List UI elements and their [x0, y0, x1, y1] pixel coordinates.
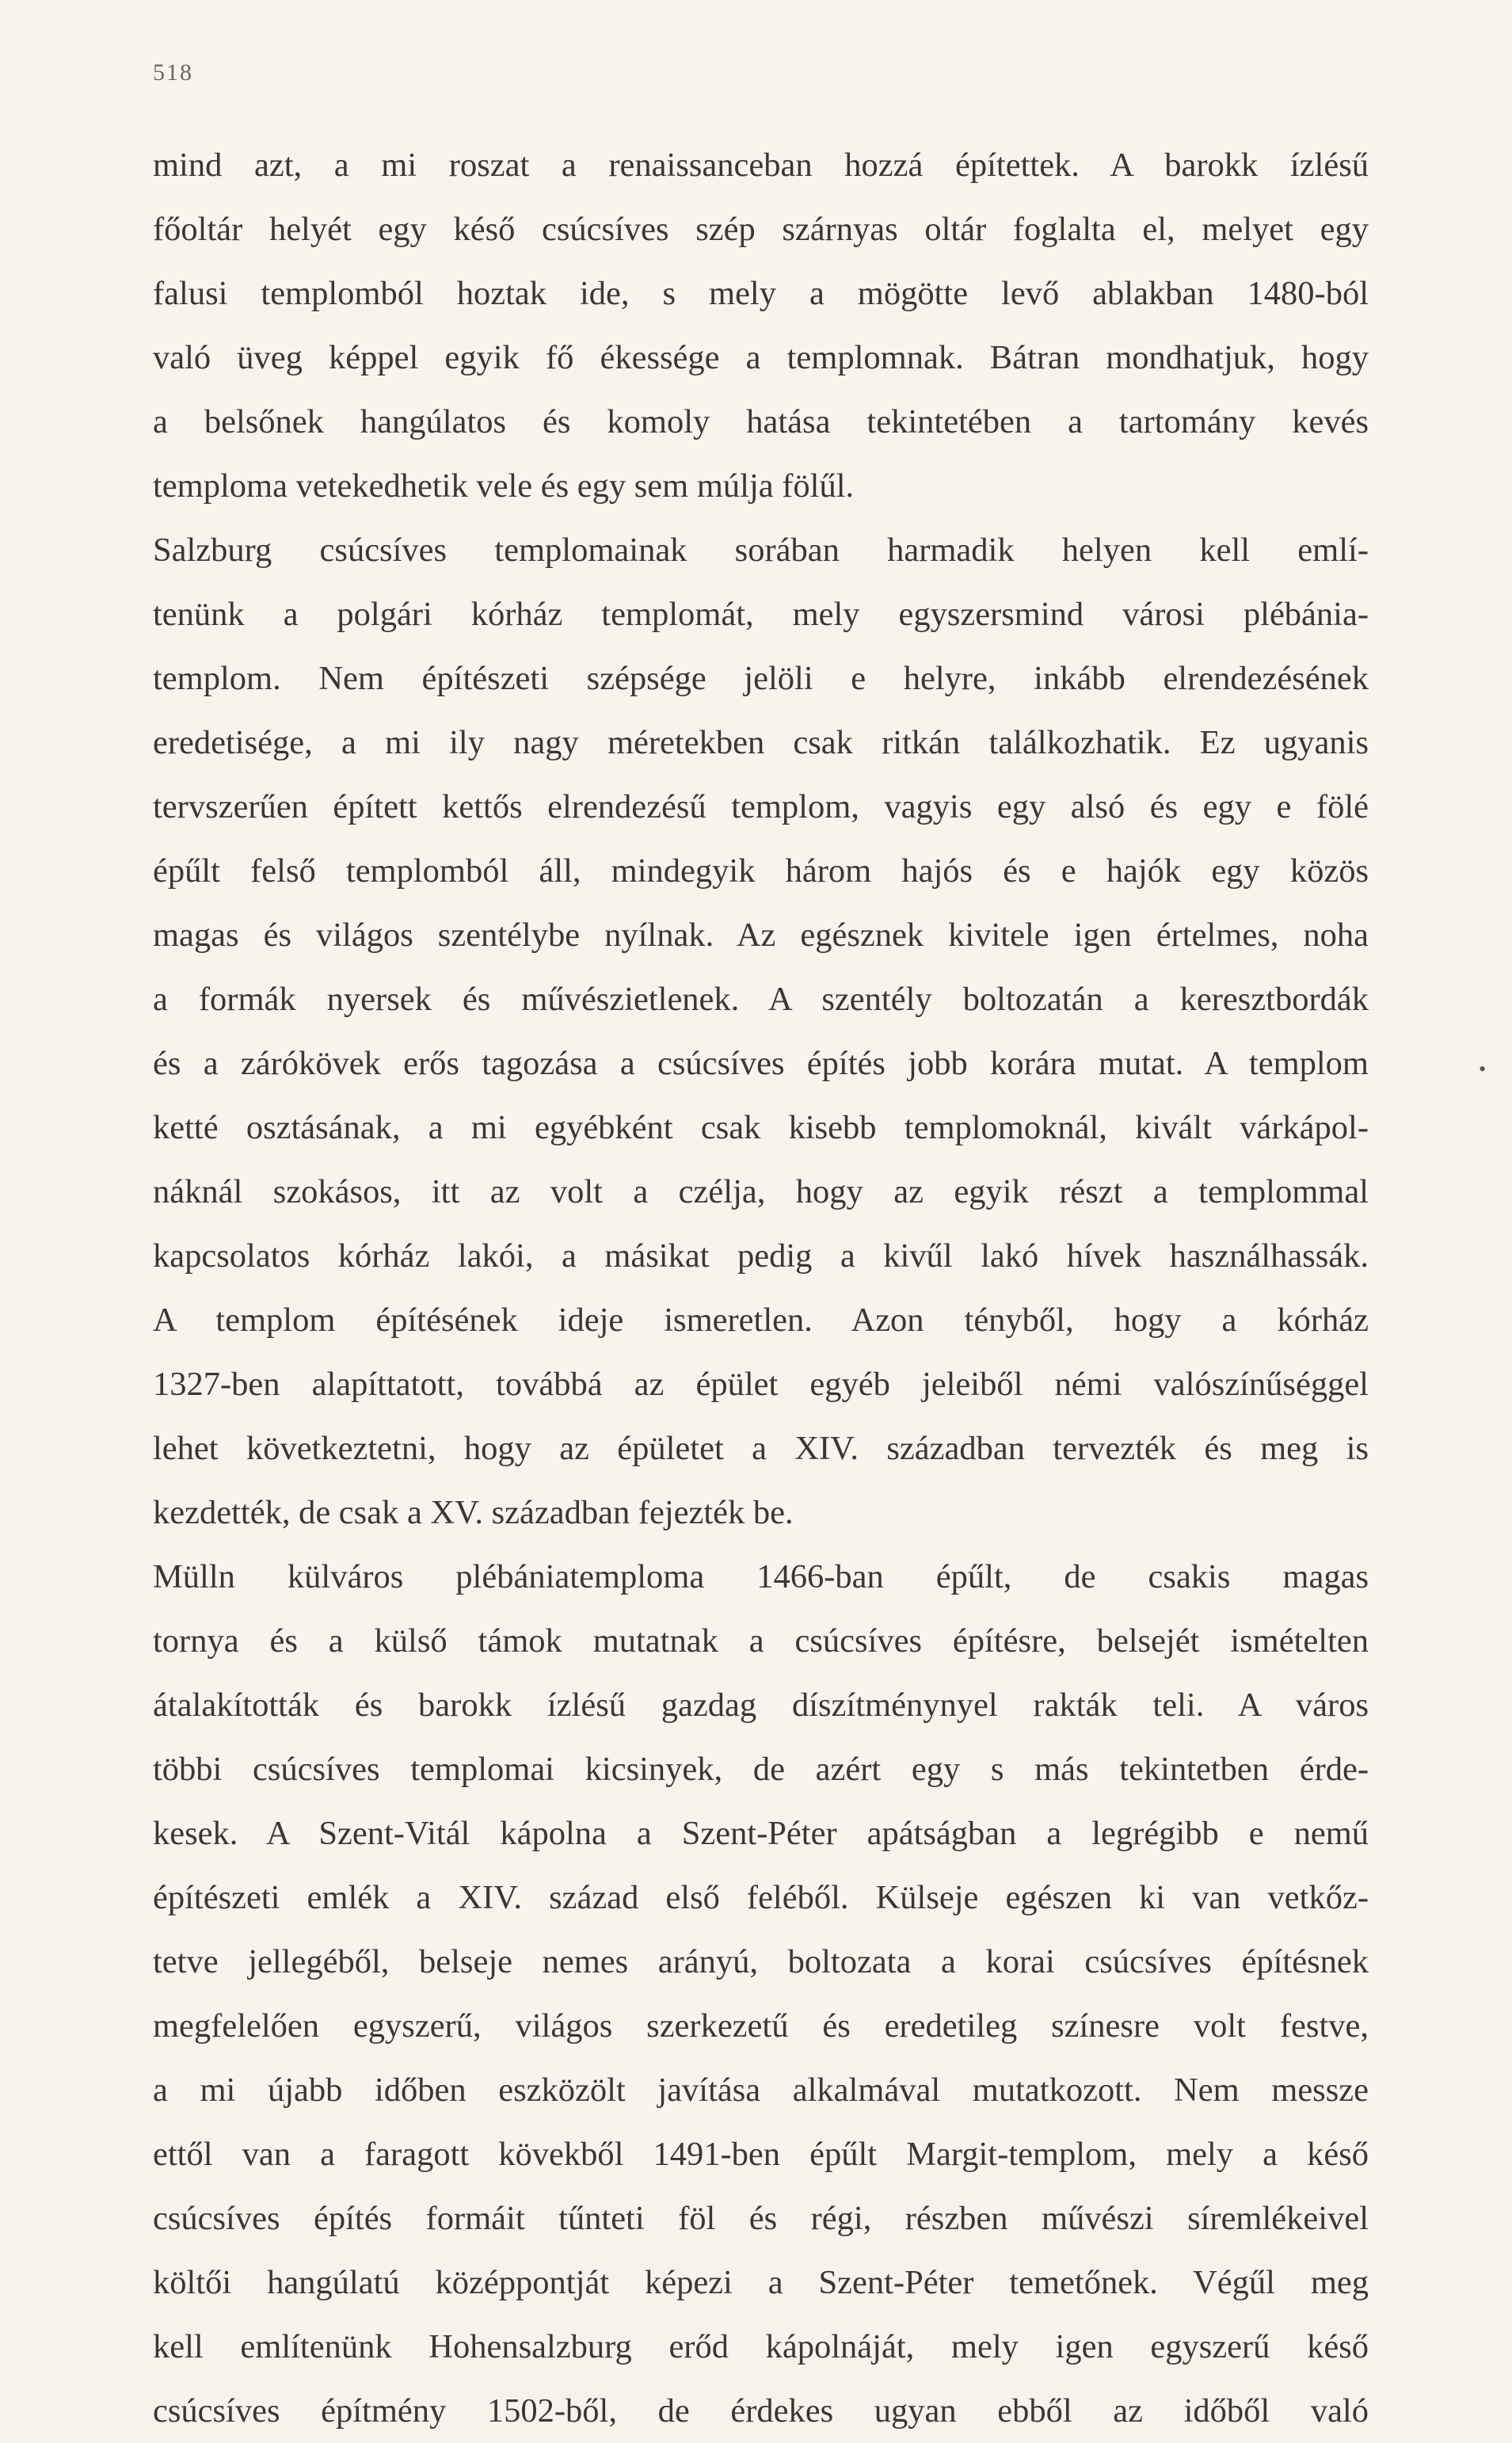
- text-line: kapcsolatos kórház lakói, a másikat pedig a kivűl lakó hívek használhassák.: [153, 1237, 1369, 1275]
- text-line: mind azt, a mi roszat a renaissanceban hozzá építettek. A barokk ízlésű: [153, 147, 1369, 184]
- text-line: átalakították és barokk ízlésű gazdag díszítménynyel rakták teli. A város: [153, 1686, 1369, 1724]
- text-line: magas és világos szentélybe nyílnak. Az egésznek kivitele igen értelmes, noha: [153, 917, 1369, 954]
- text-line: náknál szokásos, itt az volt a czélja, hogy az egyik részt a templommal: [153, 1173, 1369, 1210]
- text-line: a belsőnek hangúlatos és komoly hatása tekintetében a tartomány kevés: [153, 403, 1369, 440]
- text-line: kesek. A Szent-Vitál kápolna a Szent-Péter apátságban a legrégibb e nemű: [153, 1815, 1369, 1852]
- text-line: építészeti emlék a XIV. század első feléből. Külseje egészen ki van vetkőz-: [153, 1879, 1369, 1916]
- text-line: 1327-ben alapíttatott, továbbá az épület egyéb jeleiből némi valószínűséggel: [153, 1366, 1369, 1403]
- text-line: kell említenünk Hohensalzburg erőd kápolnáját, mely igen egyszerű késő: [153, 2328, 1369, 2365]
- text-line: kezdették, de csak a XV. században fejezték be.: [153, 1494, 794, 1531]
- text-line: való üveg képpel egyik fő ékessége a templomnak. Bátran mondhatjuk, hogy: [153, 339, 1369, 376]
- text-line: tenünk a polgári kórház templomát, mely egyszersmind városi plébánia-: [153, 596, 1369, 633]
- text-line: tetve jellegéből, belseje nemes arányú, boltozata a korai csúcsíves építésnek: [153, 1943, 1369, 1980]
- text-line: lehet következtetni, hogy az épületet a XIV. században tervezték és meg is: [153, 1430, 1369, 1467]
- text-line: ketté osztásának, a mi egyébként csak kisebb templomoknál, kivált várkápol-: [153, 1109, 1369, 1146]
- text-line: épűlt felső templomból áll, mindegyik három hajós és e hajók egy közös: [153, 852, 1369, 890]
- text-line: temploma vetekedhetik vele és egy sem múlja fölűl.: [153, 467, 855, 505]
- margin-mark: •: [1479, 1058, 1487, 1080]
- text-line: a mi újabb időben eszközölt javítása alkalmával mutatkozott. Nem messze: [153, 2071, 1369, 2109]
- text-line: tornya és a külső támok mutatnak a csúcsíves építésre, belsejét ismételten: [153, 1622, 1369, 1660]
- text-line: A templom építésének ideje ismeretlen. Azon tényből, hogy a kórház: [153, 1302, 1369, 1339]
- text-line: többi csúcsíves templomai kicsinyek, de azért egy s más tekintetben érde-: [153, 1751, 1369, 1788]
- text-line: csúcsíves építmény 1502-ből, de érdekes ugyan ebből az időből való: [153, 2392, 1369, 2430]
- text-line: templom. Nem építészeti szépsége jelöli e helyre, inkább elrendezésének: [153, 660, 1369, 697]
- text-line: Mülln külváros plébániatemploma 1466-ban épűlt, de csakis magas: [153, 1558, 1369, 1595]
- text-line: megfelelően egyszerű, világos szerkezetű és eredetileg színesre volt festve,: [153, 2007, 1369, 2045]
- text-line: a formák nyersek és művészietlenek. A szentély boltozatán a keresztbordák: [153, 981, 1369, 1018]
- page-number: 518: [153, 59, 193, 86]
- body-text: [153, 133, 1369, 2443]
- text-line: csúcsíves építés formáit tűnteti föl és régi, részben művészi síremlékeivel: [153, 2200, 1369, 2237]
- text-line: főoltár helyét egy késő csúcsíves szép szárnyas oltár foglalta el, melyet egy: [153, 211, 1369, 248]
- text-line: és a zárókövek erős tagozása a csúcsíves építés jobb korára mutat. A templom: [153, 1045, 1369, 1082]
- text-line: falusi templomból hoztak ide, s mely a mögötte levő ablakban 1480-ból: [153, 275, 1369, 312]
- text-line: költői hangúlatú középpontját képezi a Szent-Péter temetőnek. Végűl meg: [153, 2264, 1369, 2301]
- text-line: ettől van a faragott kövekből 1491-ben épűlt Margit-templom, mely a késő: [153, 2136, 1369, 2173]
- text-line: Salzburg csúcsíves templomainak sorában harmadik helyen kell emlí-: [153, 532, 1369, 569]
- text-line: tervszerűen épített kettős elrendezésű templom, vagyis egy alsó és egy e fölé: [153, 788, 1369, 825]
- text-line: eredetisége, a mi ily nagy méretekben csak ritkán találkozhatik. Ez ugyanis: [153, 724, 1369, 761]
